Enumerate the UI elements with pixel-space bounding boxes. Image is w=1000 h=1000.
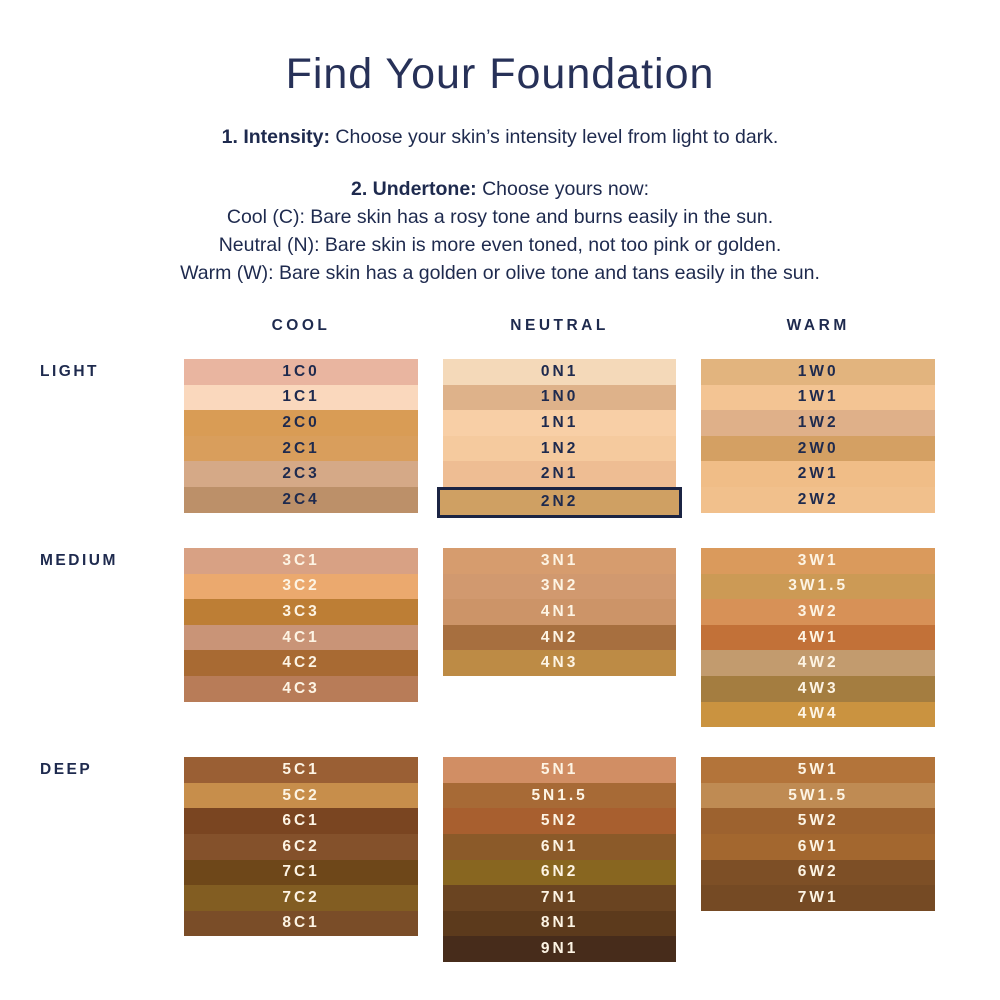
shade-swatch-4w4[interactable]: 4W4 (701, 702, 935, 728)
shade-swatch-7c1[interactable]: 7C1 (184, 860, 418, 886)
swatch-group-medium-warm (701, 548, 935, 727)
shade-swatch-3c3[interactable]: 3C3 (184, 599, 418, 625)
shade-swatch-6w2[interactable]: 6W2 (701, 860, 935, 886)
intensity-row-medium (40, 548, 960, 727)
row-label-medium: MEDIUM (40, 551, 118, 569)
shade-swatch-2c1[interactable]: 2C1 (184, 436, 418, 462)
shade-swatch-2w2[interactable]: 2W2 (701, 487, 935, 513)
shade-swatch-4c1[interactable]: 4C1 (184, 625, 418, 651)
swatch-group-deep-neutral (443, 757, 677, 962)
shade-grid (40, 317, 960, 962)
intensity-text: Choose your skin’s intensity level from light to dark. (335, 126, 779, 148)
shade-swatch-1w2[interactable]: 1W2 (701, 410, 935, 436)
shade-swatch-6c1[interactable]: 6C1 (184, 808, 418, 834)
shade-swatch-2w1[interactable]: 2W1 (701, 461, 935, 487)
shade-swatch-5w1[interactable]: 5W1 (701, 757, 935, 783)
shade-swatch-4w1[interactable]: 4W1 (701, 625, 935, 651)
shade-swatch-0n1[interactable]: 0N1 (443, 359, 677, 385)
undertone-text: Choose yours now: (482, 178, 650, 200)
neutral-description: Neutral (N): Bare skin is more even toned, not too pink or golden. (218, 234, 782, 256)
shade-swatch-7c2[interactable]: 7C2 (184, 885, 418, 911)
row-label-deep: DEEP (40, 761, 93, 779)
shade-swatch-4c2[interactable]: 4C2 (184, 650, 418, 676)
swatch-group-medium-neutral (443, 548, 677, 676)
shade-swatch-5n2[interactable]: 5N2 (443, 808, 677, 834)
shade-swatch-2c3[interactable]: 2C3 (184, 461, 418, 487)
shade-swatch-3c1[interactable]: 3C1 (184, 548, 418, 574)
instructions (0, 123, 1000, 287)
shade-swatch-5w2[interactable]: 5W2 (701, 808, 935, 834)
shade-swatch-4w3[interactable]: 4W3 (701, 676, 935, 702)
shade-swatch-3w1[interactable]: 3W1 (701, 548, 935, 574)
shade-swatch-1w1[interactable]: 1W1 (701, 385, 935, 411)
swatch-group-deep-cool (184, 757, 418, 936)
shade-swatch-7n1[interactable]: 7N1 (443, 885, 677, 911)
shade-swatch-3n1[interactable]: 3N1 (443, 548, 677, 574)
shade-swatch-4n1[interactable]: 4N1 (443, 599, 677, 625)
shade-swatch-5n1-5[interactable]: 5N1.5 (443, 783, 677, 809)
column-header-cool: COOL (271, 317, 331, 334)
shade-swatch-3w2[interactable]: 3W2 (701, 599, 935, 625)
warm-description: Warm (W): Bare skin has a golden or olive tone and tans easily in the sun. (180, 262, 820, 284)
swatch-group-light-neutral (443, 359, 677, 518)
swatch-group-light-cool (184, 359, 418, 513)
shade-swatch-7w1[interactable]: 7W1 (701, 885, 935, 911)
shade-swatch-1c1[interactable]: 1C1 (184, 385, 418, 411)
column-header-warm: WARM (786, 317, 850, 334)
shade-swatch-1w0[interactable]: 1W0 (701, 359, 935, 385)
shade-swatch-2c0[interactable]: 2C0 (184, 410, 418, 436)
swatch-group-medium-cool (184, 548, 418, 702)
swatch-rows (40, 359, 960, 962)
shade-swatch-4n3[interactable]: 4N3 (443, 650, 677, 676)
shade-swatch-8n1[interactable]: 8N1 (443, 911, 677, 937)
intensity-row-deep (40, 757, 960, 962)
swatch-group-light-warm (701, 359, 935, 513)
undertone-instruction (0, 175, 1000, 203)
shade-swatch-4n2[interactable]: 4N2 (443, 625, 677, 651)
shade-swatch-6n1[interactable]: 6N1 (443, 834, 677, 860)
swatch-group-deep-warm (701, 757, 935, 911)
shade-swatch-8c1[interactable]: 8C1 (184, 911, 418, 937)
shade-swatch-2w0[interactable]: 2W0 (701, 436, 935, 462)
shade-swatch-1c0[interactable]: 1C0 (184, 359, 418, 385)
shade-swatch-3w1-5[interactable]: 3W1.5 (701, 574, 935, 600)
cool-description: Cool (C): Bare skin has a rosy tone and burns easily in the sun. (226, 206, 774, 228)
header-spacer (40, 317, 184, 335)
shade-swatch-4c3[interactable]: 4C3 (184, 676, 418, 702)
shade-swatch-4w2[interactable]: 4W2 (701, 650, 935, 676)
undertone-label: 2. Undertone: (350, 178, 477, 200)
shade-swatch-1n2[interactable]: 1N2 (443, 436, 677, 462)
column-header-neutral: NEUTRAL (510, 317, 609, 334)
undertone-headers (40, 317, 960, 335)
shade-swatch-1n0[interactable]: 1N0 (443, 385, 677, 411)
shade-swatch-9n1[interactable]: 9N1 (443, 936, 677, 962)
intensity-instruction (0, 123, 1000, 151)
shade-swatch-5n1[interactable]: 5N1 (443, 757, 677, 783)
shade-swatch-3c2[interactable]: 3C2 (184, 574, 418, 600)
shade-swatch-5w1-5[interactable]: 5W1.5 (701, 783, 935, 809)
shade-swatch-2n2[interactable]: 2N2 (437, 487, 683, 518)
shade-swatch-6n2[interactable]: 6N2 (443, 860, 677, 886)
intensity-label: 1. Intensity: (221, 126, 330, 148)
shade-swatch-5c1[interactable]: 5C1 (184, 757, 418, 783)
row-label-light: LIGHT (40, 363, 99, 380)
shade-swatch-5c2[interactable]: 5C2 (184, 783, 418, 809)
page-title: Find Your Foundation (285, 50, 715, 98)
intensity-row-light (40, 359, 960, 518)
shade-swatch-2n1[interactable]: 2N1 (443, 461, 677, 487)
shade-swatch-6w1[interactable]: 6W1 (701, 834, 935, 860)
shade-swatch-1n1[interactable]: 1N1 (443, 410, 677, 436)
shade-swatch-2c4[interactable]: 2C4 (184, 487, 418, 513)
shade-swatch-6c2[interactable]: 6C2 (184, 834, 418, 860)
shade-swatch-3n2[interactable]: 3N2 (443, 574, 677, 600)
